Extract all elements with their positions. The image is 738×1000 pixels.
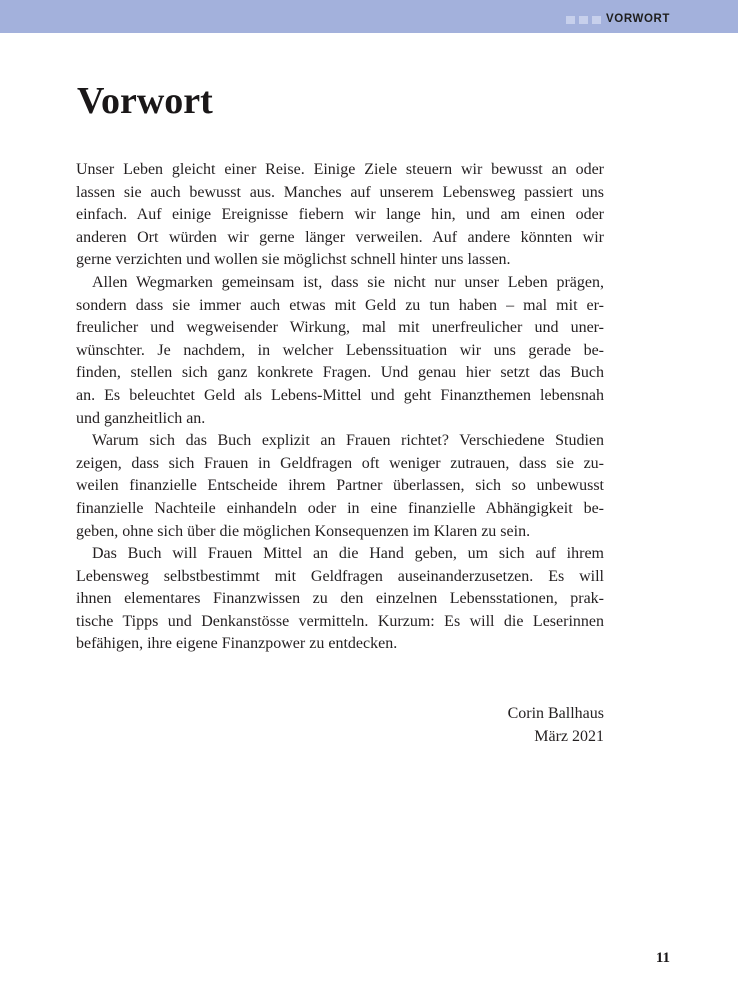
running-header: [0, 0, 738, 33]
paragraph-line: und ganzheitlich an.: [76, 409, 206, 427]
paragraph-line: an. Es beleuchtet Geld als Lebens-Mittel und geht Finanzthemen lebensnah: [76, 386, 604, 404]
paragraph-line: ihnen elementares Finanzwissen zu den einzelnen Lebensstationen, prak-: [76, 590, 604, 608]
section-label: VORWORT: [606, 13, 671, 25]
author-name: Corin Ballhaus: [507, 705, 604, 722]
paragraph-line: freulicher und wegweisender Wirkung, mal mit unerfreulicher und uner-: [76, 319, 604, 337]
paragraph-line: wünschter. Je nachdem, in welcher Lebenssituation wir uns gerade be-: [76, 341, 604, 359]
paragraph-line: Warum sich das Buch explizit an Frauen richtet? Verschiedene Studien: [92, 432, 604, 450]
paragraph-line: Das Buch will Frauen Mittel an die Hand geben, um sich auf ihrem: [92, 545, 604, 563]
paragraph-line: finanzielle Nachteile einhandeln oder in eine finanzielle Abhängigkeit be-: [76, 499, 604, 517]
paragraph-line: weilen finanzielle Entscheide ihrem Partner überlassen, sich so unbewusst: [76, 477, 604, 495]
paragraph-line: einfach. Auf einige Ereignisse fiebern wir lange hin, und am einen oder: [76, 206, 604, 224]
paragraph-line: sondern dass sie immer auch etwas mit Geld zu tun haben – mal mit er-: [76, 296, 604, 314]
page-number: 11: [655, 950, 670, 966]
paragraph-line: lassen sie auch bewusst aus. Manches auf unserem Lebensweg passiert uns: [76, 183, 604, 201]
paragraph-line: befähigen, ihre eigene Finanzpower zu entdecken.: [76, 635, 398, 653]
paragraph-line: Lebensweg selbstbestimmt mit Geldfragen auseinanderzusetzen. Es will: [76, 567, 604, 585]
paragraph-line: zeigen, dass sich Frauen in Geldfragen oft weniger zutrauen, dass sie zu-: [76, 454, 604, 472]
header-decoration-squares: [566, 16, 601, 24]
paragraph-line: tische Tipps und Denkanstösse vermitteln. Kurzum: Es will die Leserinnen: [76, 612, 604, 630]
page-title: Vorwort: [77, 80, 213, 122]
body-text: [76, 159, 604, 656]
paragraph-line: geben, ohne sich über die möglichen Konsequenzen im Klaren zu sein.: [76, 522, 531, 540]
paragraph-line: Unser Leben gleicht einer Reise. Einige Ziele steuern wir bewusst an oder: [76, 161, 604, 178]
paragraph-line: finden, stellen sich ganz konkrete Fragen. Und genau hier setzt das Buch: [76, 364, 604, 382]
paragraph-line: Allen Wegmarken gemeinsam ist, dass sie nicht nur unser Leben prägen,: [92, 273, 604, 291]
signature-date: März 2021: [534, 728, 604, 745]
signature-block: [400, 702, 604, 748]
paragraph-line: gerne verzichten und wollen sie möglichst schnell hinter uns lassen.: [76, 251, 511, 269]
paragraph-line: anderen Ort würden wir gerne länger verweilen. Auf andere könnten wir: [76, 228, 604, 246]
square-icon: [566, 16, 575, 24]
square-icon: [579, 16, 588, 24]
square-icon: [592, 16, 601, 24]
